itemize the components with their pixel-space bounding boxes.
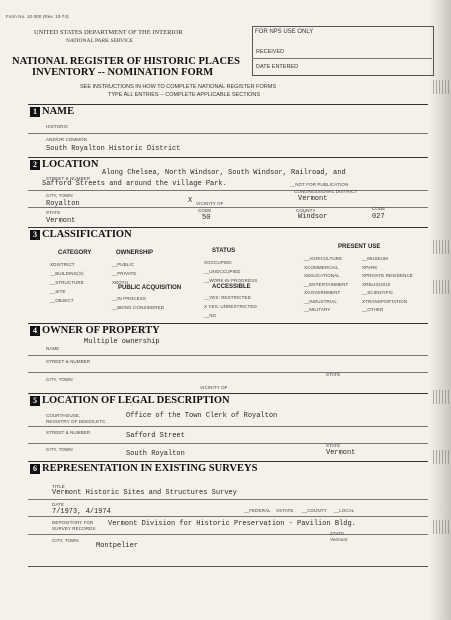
checkbox-educational[interactable]: XEDUCATIONAL bbox=[304, 273, 340, 278]
section-number: 6 bbox=[30, 464, 40, 474]
checkbox-private[interactable]: __PRIVATE bbox=[112, 271, 137, 276]
divider bbox=[28, 443, 428, 444]
section-number: 4 bbox=[30, 326, 40, 336]
section-rule bbox=[28, 393, 428, 394]
code-label: CODE bbox=[198, 208, 212, 213]
code2-label: CODE bbox=[372, 206, 386, 211]
section-rule bbox=[28, 227, 428, 228]
nps-use-label: FOR NPS USE ONLY bbox=[255, 29, 314, 35]
survey-state-label: STATE bbox=[330, 531, 345, 536]
divider bbox=[28, 372, 428, 373]
ownership-list bbox=[112, 260, 137, 287]
state-value: Vermont bbox=[46, 217, 76, 225]
date-entered-label: DATE ENTERED bbox=[256, 64, 299, 70]
scan-artifact bbox=[433, 390, 449, 404]
county-value: Windsor bbox=[298, 213, 328, 221]
code-value: 50 bbox=[202, 214, 211, 222]
present-use-right-list bbox=[362, 255, 413, 315]
depository-label-1: DEPOSITORY FOR bbox=[52, 520, 94, 525]
checkbox-work-in-progress[interactable]: __WORK IN PROGRESS bbox=[204, 278, 258, 283]
divider bbox=[28, 207, 428, 208]
accessible-list bbox=[204, 293, 257, 320]
survey-date-value: 7/1973, 4/1974 bbox=[52, 508, 111, 516]
section-4-heading bbox=[30, 325, 160, 336]
vicinity-mark: X bbox=[188, 197, 193, 205]
section-3-heading bbox=[30, 229, 132, 240]
checkbox-transportation[interactable]: XTRANSPORTATION bbox=[362, 298, 408, 304]
checkbox-no[interactable]: __NO bbox=[204, 313, 217, 318]
legal-city-value: South Royalton bbox=[126, 450, 185, 458]
survey-city-value: Montpelier bbox=[96, 542, 139, 550]
section-number: 2 bbox=[30, 160, 40, 170]
status-header: STATUS bbox=[212, 248, 236, 254]
checkbox-entertainment[interactable]: __ENTERTAINMENT bbox=[304, 281, 349, 287]
instructions-line-1: SEE INSTRUCTIONS IN HOW TO COMPLETE NATIONAL REGISTER FORMS bbox=[80, 84, 276, 90]
section-number: 1 bbox=[30, 107, 40, 117]
scan-artifact bbox=[433, 520, 449, 534]
county-label: COUNTY bbox=[296, 208, 316, 213]
section-number: 3 bbox=[30, 230, 40, 240]
checkbox-in-process[interactable]: __IN PROCESS bbox=[112, 296, 146, 301]
divider bbox=[28, 426, 428, 427]
accessible-header: ACCESSIBLE bbox=[212, 284, 251, 290]
checkbox-occupied[interactable]: XOCCUPIED bbox=[204, 260, 232, 265]
street-value-line-1: Along Chelsea, North Windsor, South Windsor, Railroad, and bbox=[102, 169, 346, 177]
section-2-heading bbox=[30, 159, 98, 170]
congressional-district-label: CONGRESSIONAL DISTRICT bbox=[294, 189, 358, 194]
checkbox-public[interactable]: __PUBLIC bbox=[112, 262, 135, 267]
checkbox-both[interactable]: XBOTH bbox=[112, 280, 129, 285]
courthouse-value: Office of the Town Clerk of Royalton bbox=[126, 412, 278, 420]
section-rule bbox=[28, 157, 428, 158]
legal-street-label: STREET & NUMBER bbox=[46, 430, 91, 435]
depository-value: Vermont Division for Historic Preservation - Pavilion Bldg. bbox=[108, 520, 356, 528]
survey-title-label: TITLE bbox=[52, 484, 65, 489]
checkbox-other[interactable]: __OTHER bbox=[362, 307, 384, 312]
owner-name-value: Multiple ownership bbox=[84, 338, 160, 346]
section-title: CLASSIFICATION bbox=[42, 229, 132, 240]
owner-vicinity-label: VICINITY OF bbox=[200, 385, 228, 390]
ownership-header: OWNERSHIP bbox=[116, 250, 154, 256]
checkbox-industrial[interactable]: __INDUSTRIAL bbox=[304, 298, 337, 304]
checkbox-state[interactable]: XSTATE bbox=[276, 508, 294, 513]
divider bbox=[28, 534, 428, 535]
present-use-left-list bbox=[304, 255, 348, 315]
category-header: CATEGORY bbox=[58, 250, 92, 256]
checkbox-structure[interactable]: __STRUCTURE bbox=[50, 280, 84, 285]
checkbox-federal[interactable]: __FEDERAL bbox=[244, 508, 271, 513]
city-town-label: CITY, TOWN bbox=[46, 193, 73, 198]
section-title: NAME bbox=[42, 106, 75, 117]
acquisition-list bbox=[112, 294, 164, 312]
code2-value: 027 bbox=[372, 213, 385, 221]
common-name-value: South Royalton Historic District bbox=[46, 145, 181, 153]
checkbox-commercial[interactable]: XCOMMERCIAL bbox=[304, 264, 339, 270]
service-name: NATIONAL PARK SERVICE bbox=[66, 38, 133, 44]
common-name-label: AND/OR COMMON bbox=[46, 137, 88, 142]
section-1-heading bbox=[30, 106, 74, 117]
checkbox-local[interactable]: __LOCAL bbox=[334, 508, 355, 513]
survey-title-value: Vermont Historic Sites and Structures Survey bbox=[52, 489, 237, 497]
survey-date-label: DATE bbox=[52, 502, 65, 507]
form-number: Form No. 10-300 (Rev. 10-74) bbox=[6, 14, 69, 19]
bottom-rule bbox=[28, 566, 428, 567]
state-label: STATE bbox=[46, 210, 61, 215]
public-acquisition-header: PUBLIC ACQUISITION bbox=[118, 285, 182, 291]
scan-artifact bbox=[433, 450, 449, 464]
checkbox-unoccupied[interactable]: __UNOCCUPIED bbox=[204, 269, 241, 274]
checkbox-park[interactable]: XPARK bbox=[362, 264, 378, 270]
form-title: NATIONAL REGISTER OF HISTORIC PLACES bbox=[12, 56, 240, 67]
legal-state-value: Vermont bbox=[326, 449, 356, 457]
checkbox-agriculture[interactable]: __AGRICULTURE bbox=[304, 256, 343, 261]
divider bbox=[252, 58, 432, 59]
section-number: 5 bbox=[30, 396, 40, 406]
checkbox-yes-restricted[interactable]: __YES: RESTRICTED bbox=[204, 295, 251, 300]
section-rule bbox=[28, 104, 428, 105]
checkbox-being-considered[interactable]: __BEING CONSIDERED bbox=[112, 305, 165, 310]
street-value-line-2: Safford Streets and around the village Park. bbox=[42, 180, 227, 188]
vicinity-label: VICINITY OF bbox=[196, 201, 224, 206]
congressional-district-value: Vermont bbox=[298, 195, 328, 203]
scan-artifact bbox=[433, 280, 449, 294]
divider bbox=[28, 133, 428, 134]
section-5-heading bbox=[30, 395, 230, 406]
street-number-label: STREET & NUMBER bbox=[46, 176, 91, 181]
checkbox-religious[interactable]: XRELIGIOUS bbox=[362, 281, 391, 287]
divider bbox=[28, 499, 428, 500]
checkbox-object[interactable]: __OBJECT bbox=[50, 298, 74, 303]
checkbox-county[interactable]: __COUNTY bbox=[302, 508, 327, 513]
owner-street-label: STREET & NUMBER bbox=[46, 359, 91, 364]
form-subtitle: INVENTORY -- NOMINATION FORM bbox=[32, 67, 214, 78]
checkbox-scientific[interactable]: __SCIENTIFIC bbox=[362, 290, 394, 295]
checkbox-private-residence[interactable]: XPRIVATE RESIDENCE bbox=[362, 273, 413, 278]
owner-name-label: NAME bbox=[46, 346, 60, 351]
courthouse-label: COURTHOUSE, bbox=[46, 413, 81, 418]
city-town-value: Royalton bbox=[46, 200, 80, 208]
checkbox-government[interactable]: XGOVERNMENT bbox=[304, 290, 341, 295]
checkbox-military[interactable]: __MILITARY bbox=[304, 307, 331, 312]
section-title: REPRESENTATION IN EXISTING SURVEYS bbox=[42, 463, 258, 474]
survey-state-value: Vermont bbox=[330, 537, 348, 542]
section-rule bbox=[28, 461, 428, 462]
received-label: RECEIVED bbox=[256, 49, 285, 55]
section-title: LOCATION bbox=[42, 159, 99, 170]
owner-city-label: CITY, TOWN bbox=[46, 377, 73, 382]
instructions-line-2: TYPE ALL ENTRIES -- COMPLETE APPLICABLE SECTIONS bbox=[108, 92, 261, 98]
section-rule bbox=[28, 323, 428, 324]
historic-label: HISTORIC bbox=[46, 124, 69, 129]
legal-street-value: Safford Street bbox=[126, 432, 185, 440]
checkbox-museum[interactable]: __MUSEUM bbox=[362, 256, 388, 261]
department-name: UNITED STATES DEPARTMENT OF THE INTERIOR bbox=[34, 29, 183, 36]
checkbox-site[interactable]: __SITE bbox=[50, 289, 66, 294]
not-for-publication: __NOT FOR PUBLICATION bbox=[290, 182, 349, 187]
divider bbox=[28, 190, 428, 191]
legal-city-label: CITY, TOWN bbox=[46, 447, 73, 452]
survey-city-label: CITY, TOWN bbox=[52, 538, 79, 543]
section-title: OWNER OF PROPERTY bbox=[42, 325, 160, 336]
section-6-heading bbox=[30, 463, 257, 474]
checkbox-yes-unrestricted[interactable]: X YES: UNRESTRICTED bbox=[204, 304, 257, 309]
status-list bbox=[204, 258, 257, 285]
scan-artifact bbox=[433, 240, 449, 254]
depository-label-2: SURVEY RECORDS bbox=[52, 526, 96, 531]
owner-state-label: STATE bbox=[326, 372, 341, 377]
present-use-header: PRESENT USE bbox=[338, 244, 381, 250]
legal-state-label: STATE bbox=[326, 443, 341, 448]
divider bbox=[28, 516, 428, 517]
scan-artifact bbox=[433, 80, 449, 94]
section-title: LOCATION OF LEGAL DESCRIPTION bbox=[42, 395, 230, 406]
divider bbox=[28, 355, 428, 356]
registry-label: REGISTRY OF DEEDS,ETC. bbox=[46, 419, 107, 424]
category-list bbox=[50, 260, 84, 305]
checkbox-district[interactable]: XDISTRICT bbox=[50, 262, 75, 267]
checkbox-building[interactable]: __BUILDING(S) bbox=[50, 271, 84, 276]
